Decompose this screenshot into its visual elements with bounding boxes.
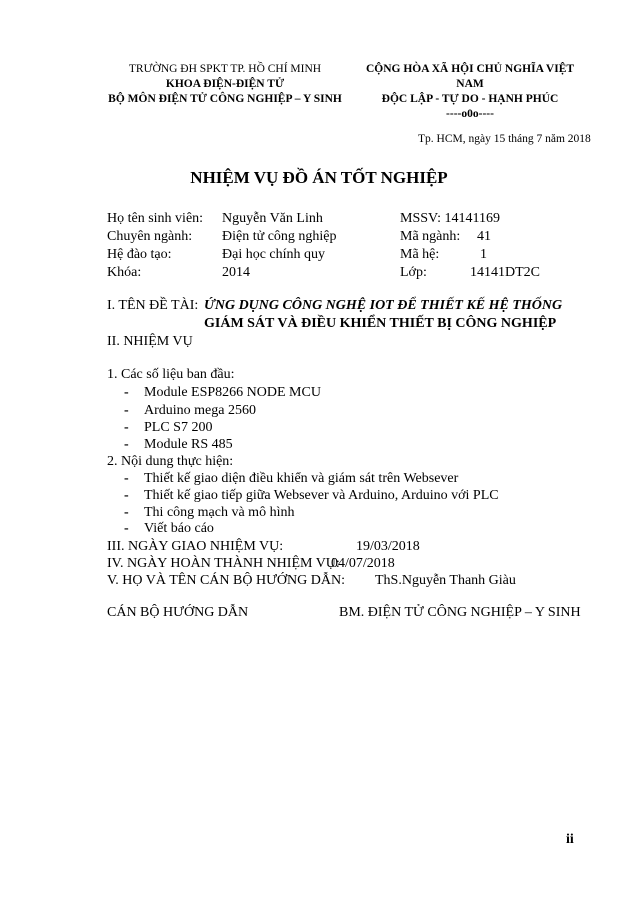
assign-date-value: 19/03/2018 <box>356 539 420 554</box>
info-label: Họ tên sinh viên: <box>107 211 204 226</box>
republic-line2: NAM <box>456 78 484 90</box>
list-item: Arduino mega 2560 <box>144 403 256 418</box>
complete-date-label: IV. NGÀY HOÀN THÀNH NHIỆM VỤ: <box>107 556 340 571</box>
info-value-right: 1 <box>480 247 487 262</box>
bullet-dash: - <box>124 471 129 486</box>
list-item: Viết báo cáo <box>144 521 214 536</box>
info-label: Khóa: <box>107 265 142 280</box>
bullet-dash: - <box>124 403 129 418</box>
page-number: ii <box>566 832 574 847</box>
faculty-name: KHOA ĐIỆN-ĐIỆN TỬ <box>165 78 285 90</box>
bullet-dash: - <box>124 385 129 400</box>
page-title: NHIỆM VỤ ĐỒ ÁN TỐT NGHIỆP <box>190 168 448 187</box>
info-label-right: Lớp: <box>400 265 427 280</box>
topic-label: I. TÊN ĐỀ TÀI: <box>107 298 199 313</box>
list-item: Module RS 485 <box>144 437 233 452</box>
content-heading: 2. Nội dung thực hiện: <box>107 454 234 469</box>
list-item: PLC S7 200 <box>144 420 213 435</box>
republic-line1: CỘNG HÒA XÃ HỘI CHỦ NGHĨA VIỆT <box>365 63 575 75</box>
info-value-right: 41 <box>477 229 491 244</box>
bullet-dash: - <box>124 521 129 536</box>
bullet-dash: - <box>124 437 129 452</box>
bullet-dash: - <box>124 420 129 435</box>
info-label-right: Mã hệ: <box>400 247 440 262</box>
list-item: Module ESP8266 NODE MCU <box>144 385 321 400</box>
info-label: Chuyên ngành: <box>107 229 193 244</box>
topic-title-line2: GIÁM SÁT VÀ ĐIỀU KHIỂN THIẾT BỊ CÔNG NGHIỆP <box>204 316 557 331</box>
assign-date-label: III. NGÀY GIAO NHIỆM VỤ: <box>107 539 284 554</box>
signature-department: BM. ĐIỆN TỬ CÔNG NGHIỆP – Y SINH <box>339 605 581 620</box>
university-name: TRƯỜNG ĐH SPKT TP. HỒ CHÍ MINH <box>128 63 322 75</box>
list-item: Thiết kế giao diện điều khiển và giám sát trên Websever <box>144 471 459 486</box>
signature-advisor: CÁN BỘ HƯỚNG DẪN <box>107 605 249 620</box>
info-value: Đại học chính quy <box>222 247 326 262</box>
bullet-dash: - <box>124 505 129 520</box>
info-value: Nguyễn Văn Linh <box>222 211 323 226</box>
tasks-label: II. NHIỆM VỤ <box>107 334 193 349</box>
info-value-right: 14141DT2C <box>470 265 540 280</box>
complete-date-value: 04/07/2018 <box>331 556 395 571</box>
info-value: 2014 <box>222 265 250 280</box>
document-date: Tp. HCM, ngày 15 tháng 7 năm 2018 <box>418 133 591 145</box>
advisor-label: V. HỌ VÀ TÊN CÁN BỘ HƯỚNG DẪN: <box>107 573 345 588</box>
info-label-right: Mã ngành: <box>400 229 461 244</box>
topic-title-line1: ỨNG DỤNG CÔNG NGHỆ IOT ĐỂ THIẾT KẾ HỆ THỐNG <box>204 298 563 313</box>
bullet-dash: - <box>124 488 129 503</box>
list-item: Thi công mạch và mô hình <box>144 505 295 520</box>
info-label: Hệ đào tạo: <box>107 247 172 262</box>
ornament: ----o0o---- <box>446 108 494 120</box>
info-value: Điện tử công nghiệp <box>222 229 337 244</box>
advisor-name: ThS.Nguyễn Thanh Giàu <box>375 573 516 588</box>
initial-data-heading: 1. Các số liệu ban đầu: <box>107 367 235 382</box>
list-item: Thiết kế giao tiếp giữa Websever và Arduino, Arduino với PLC <box>144 488 499 503</box>
info-label-right: MSSV: 14141169 <box>400 211 500 226</box>
motto: ĐỘC LẬP - TỰ DO - HẠNH PHÚC <box>381 93 559 105</box>
department-name: BỘ MÔN ĐIỆN TỬ CÔNG NGHIỆP – Y SINH <box>108 93 342 105</box>
